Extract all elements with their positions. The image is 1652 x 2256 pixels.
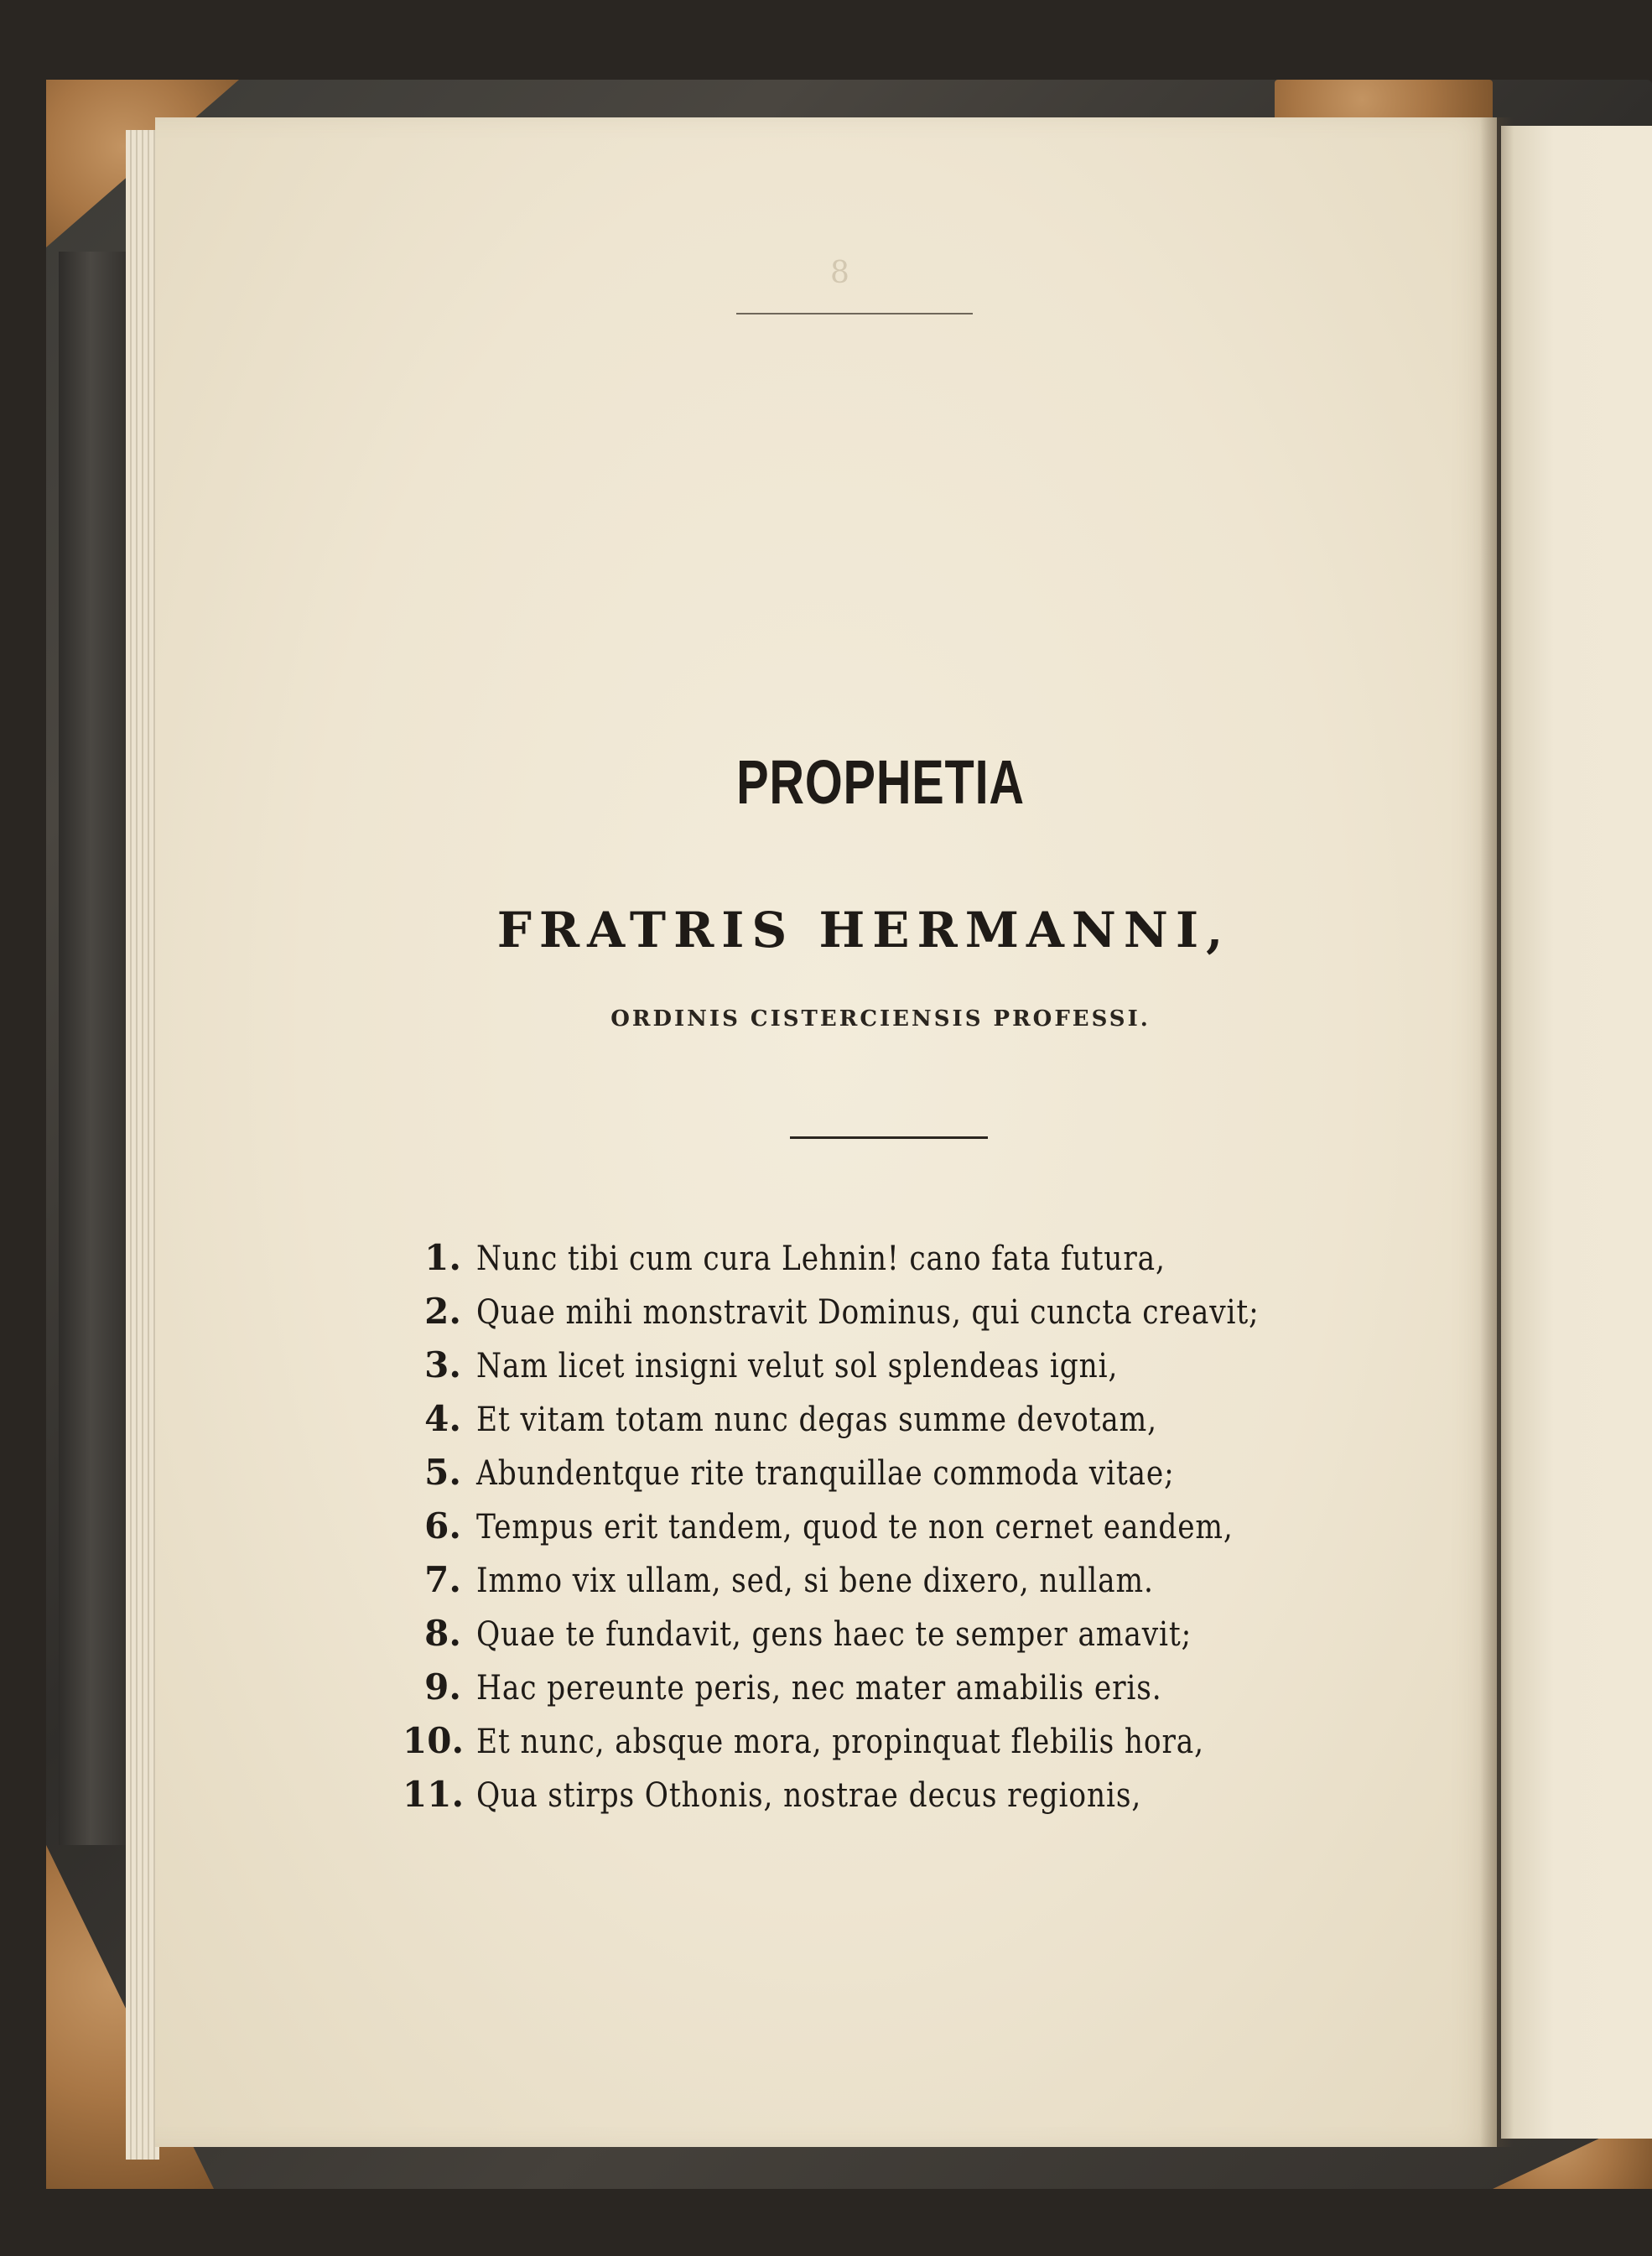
verse-text: Tempus erit tandem, quod te non cernet eandem,: [476, 1508, 1234, 1546]
header-rule: [736, 313, 973, 314]
title-prophetia: PROPHETIA: [736, 747, 1025, 817]
title-fratris-hermanni: FRATRIS HERMANNI,: [496, 902, 1231, 959]
verse-number: 6.: [424, 1505, 461, 1546]
verse-line: [403, 1505, 1434, 1559]
verse-text: Nunc tibi cum cura Lehnin! cano fata futura,: [476, 1240, 1166, 1278]
verse-line: [403, 1291, 1434, 1344]
verse-list: [403, 1237, 1434, 1827]
verse-text: Qua stirps Othonis, nostrae decus regionis,: [476, 1776, 1142, 1815]
verse-number: 2.: [424, 1291, 461, 1332]
verse-number: 3.: [424, 1344, 461, 1385]
verse-text: Immo vix ullam, sed, si bene dixero, nullam.: [476, 1562, 1154, 1600]
verse-number: 5.: [424, 1452, 461, 1493]
verse-line: [403, 1720, 1434, 1774]
verse-line: [403, 1666, 1434, 1720]
verse-line: [403, 1559, 1434, 1613]
verse-text: Hac pereunte peris, nec mater amabilis eris.: [476, 1669, 1162, 1708]
verse-text: Abundentque rite tranquillae commoda vitae;: [476, 1454, 1175, 1493]
verse-line: [403, 1344, 1434, 1398]
book-page: [155, 117, 1497, 2147]
verse-number: 10.: [403, 1720, 465, 1761]
verse-text: Et nunc, absque mora, propinquat flebilis hora,: [476, 1723, 1204, 1761]
page-edges: [126, 130, 159, 2160]
verse-number: 9.: [424, 1666, 461, 1708]
verse-line: [403, 1452, 1434, 1505]
verse-number: 8.: [424, 1613, 461, 1654]
verse-line: [403, 1774, 1434, 1827]
verse-text: Quae te fundavit, gens haec te semper amavit;: [476, 1615, 1192, 1654]
page-number: 8: [830, 256, 849, 290]
verse-number: 1.: [424, 1237, 461, 1278]
verse-text: Nam licet insigni velut sol splendeas igni,: [476, 1347, 1119, 1385]
page-gutter: [1480, 117, 1514, 2147]
verse-number: 11.: [403, 1774, 465, 1815]
verse-line: [403, 1398, 1434, 1452]
verse-line: [403, 1237, 1434, 1291]
verse-text: Et vitam totam nunc degas summe devotam,: [476, 1401, 1157, 1439]
subtitle-order: ORDINIS CISTERCIENSIS PROFESSI.: [610, 1006, 1151, 1032]
verse-line: [403, 1613, 1434, 1666]
verse-number: 4.: [424, 1398, 461, 1439]
section-rule: [790, 1136, 988, 1139]
facing-page: [1501, 126, 1652, 2139]
verse-text: Quae mihi monstravit Dominus, qui cuncta creavit;: [476, 1293, 1260, 1332]
verse-number: 7.: [424, 1559, 461, 1600]
